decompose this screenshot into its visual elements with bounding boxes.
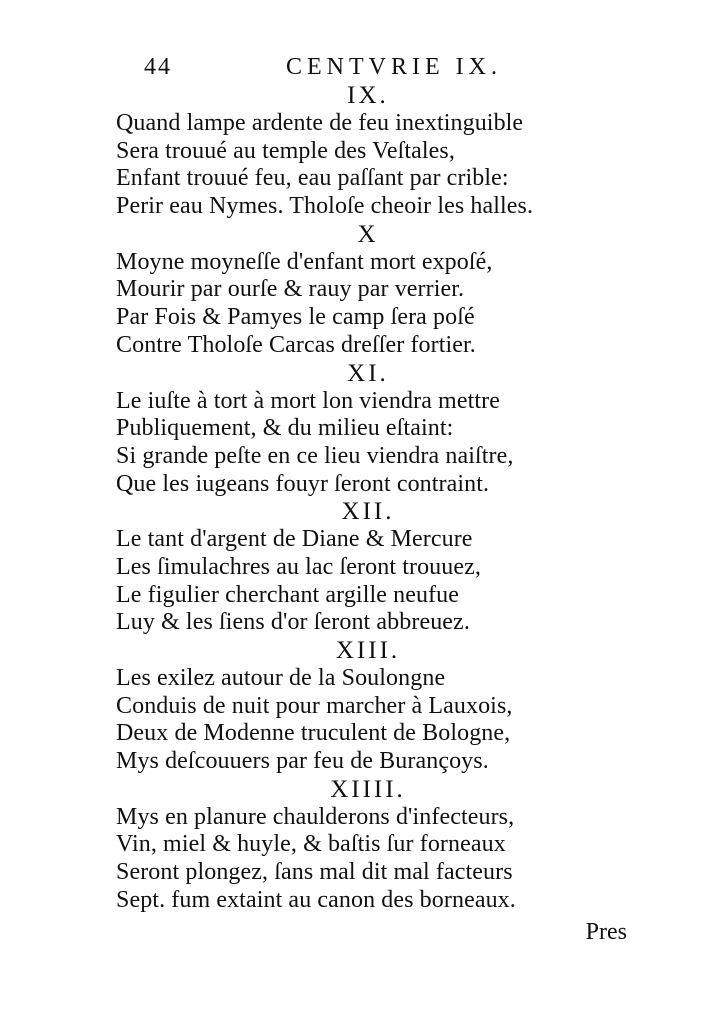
verse-line: Sept. fum extaint au canon des borneaux. bbox=[116, 886, 516, 913]
verse-line: Le iuſte à tort à mort lon viendra mettre bbox=[116, 387, 500, 414]
quatrain-ix bbox=[116, 82, 596, 221]
quatrain-number: XIII. bbox=[335, 637, 401, 664]
quatrains-block bbox=[116, 82, 596, 915]
verse-line: Perir eau Nymes. Tholoſe cheoir les halles. bbox=[116, 193, 534, 220]
verse-line: Les ſimulachres au lac ſeront trouuez, bbox=[116, 553, 481, 580]
quatrain-xii bbox=[116, 498, 596, 637]
verse-line: Que les iugeans fouyr ſeront contraint. bbox=[116, 470, 490, 497]
verse-line: Mourir par ourſe & rauy par verrier. bbox=[116, 276, 465, 303]
verse-line: Seront plongez, ſans mal dit mal facteurs bbox=[116, 859, 513, 886]
quatrain-xiii bbox=[116, 637, 596, 776]
catchword: Pres bbox=[585, 919, 627, 945]
verse-line: Conduis de nuit pour marcher à Lauxois, bbox=[116, 692, 513, 719]
verse-line: Le tant d'argent de Diane & Mercure bbox=[116, 526, 473, 553]
verse-line: Deux de Modenne truculent de Bologne, bbox=[116, 720, 511, 747]
quatrain-x bbox=[116, 221, 596, 360]
verse-line: Par Fois & Pamyes le camp ſera poſé bbox=[116, 304, 475, 331]
quatrain-xiiii bbox=[116, 776, 596, 915]
quatrain-xi bbox=[116, 360, 596, 499]
quatrain-number: IX. bbox=[347, 82, 389, 109]
quatrain-number: XII. bbox=[341, 498, 395, 526]
quatrain-number: XIIII. bbox=[330, 775, 406, 803]
quatrain-number: XI. bbox=[347, 359, 389, 387]
verse-line: Publiquement, & du milieu eſtaint: bbox=[116, 415, 454, 442]
verse-line: Mys deſcouuers par feu de Burançoys. bbox=[116, 748, 489, 775]
verse-line: Contre Tholoſe Carcas dreſſer fortier. bbox=[116, 331, 476, 358]
page-number: 44 bbox=[144, 54, 172, 80]
verse-line: Sera trouué au temple des Veſtales, bbox=[116, 137, 455, 164]
verse-line: Quand lampe ardente de feu inextinguible bbox=[116, 110, 524, 136]
verse-line: Moyne moyneſſe d'enfant mort expoſé, bbox=[116, 248, 493, 275]
verse-line: Mys en planure chaulderons d'infecteurs, bbox=[116, 803, 515, 830]
running-title: CENTVRIE IX. bbox=[286, 54, 502, 80]
verse-line: Le figulier cherchant argille neufue bbox=[116, 581, 459, 608]
verse-line: Les exilez autour de la Soulongne bbox=[116, 665, 446, 691]
verse-line: Vin, miel & huyle, & baſtis ſur forneaux bbox=[116, 831, 506, 858]
verse-line: Si grande peſte en ce lieu viendra naiſtre, bbox=[116, 442, 514, 469]
quatrain-number: X bbox=[357, 220, 379, 248]
verse-line: Enfant trouué feu, eau paſſant par crible: bbox=[116, 165, 509, 192]
verse-line: Luy & les ſiens d'or ſeront abbreuez. bbox=[116, 609, 470, 636]
